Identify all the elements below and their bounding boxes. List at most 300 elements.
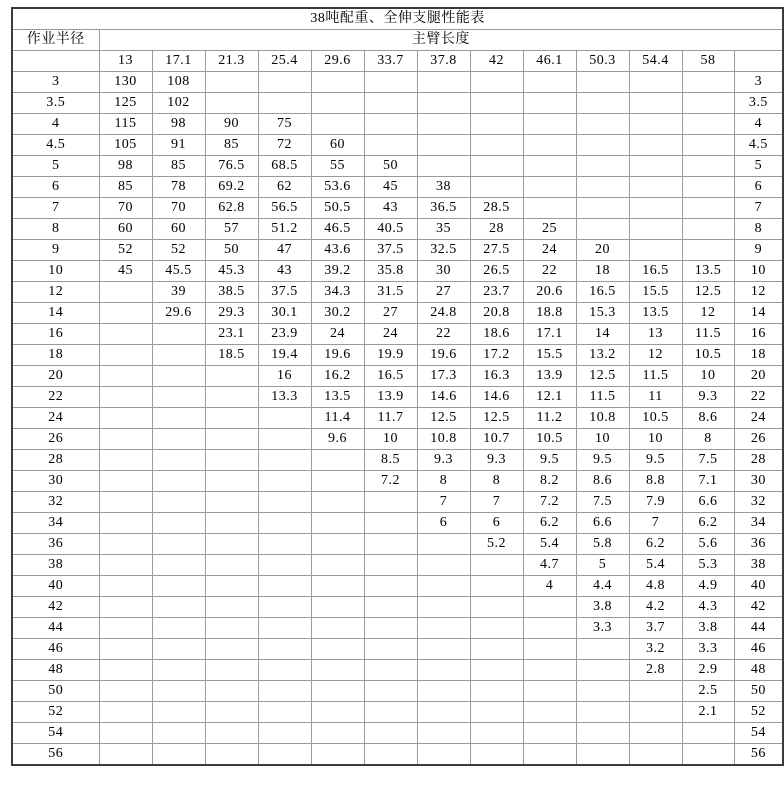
capacity-cell: 28.5 <box>470 198 523 219</box>
capacity-cell <box>258 597 311 618</box>
capacity-cell: 19.9 <box>364 345 417 366</box>
capacity-cell <box>311 660 364 681</box>
capacity-cell: 108 <box>152 72 205 93</box>
capacity-cell <box>311 681 364 702</box>
boom-length-header: 17.1 <box>152 51 205 72</box>
working-radius-label: 56 <box>12 744 99 766</box>
capacity-cell <box>152 492 205 513</box>
capacity-cell: 38.5 <box>205 282 258 303</box>
capacity-cell <box>470 597 523 618</box>
capacity-cell: 12.5 <box>417 408 470 429</box>
working-radius-label: 4 <box>12 114 99 135</box>
capacity-cell: 7.2 <box>364 471 417 492</box>
capacity-cell <box>258 492 311 513</box>
capacity-cell <box>99 324 152 345</box>
capacity-cell: 98 <box>99 156 152 177</box>
capacity-cell <box>205 597 258 618</box>
capacity-cell: 12 <box>629 345 682 366</box>
capacity-cell: 13.9 <box>364 387 417 408</box>
capacity-cell: 8.8 <box>629 471 682 492</box>
capacity-cell <box>629 135 682 156</box>
capacity-cell: 12 <box>682 303 734 324</box>
table-row <box>12 429 783 450</box>
capacity-cell <box>258 660 311 681</box>
capacity-cell <box>152 408 205 429</box>
capacity-cell <box>99 282 152 303</box>
load-chart-table <box>11 7 784 766</box>
capacity-cell: 14 <box>576 324 629 345</box>
table-row <box>12 639 783 660</box>
capacity-cell <box>523 114 576 135</box>
capacity-cell: 7.5 <box>576 492 629 513</box>
capacity-cell <box>364 723 417 744</box>
capacity-cell <box>470 114 523 135</box>
capacity-cell <box>417 114 470 135</box>
capacity-cell: 10.7 <box>470 429 523 450</box>
capacity-cell <box>576 93 629 114</box>
capacity-cell: 72 <box>258 135 311 156</box>
capacity-cell <box>682 723 734 744</box>
capacity-cell <box>364 681 417 702</box>
capacity-cell: 5.6 <box>682 534 734 555</box>
capacity-cell: 16.5 <box>576 282 629 303</box>
capacity-cell: 16.3 <box>470 366 523 387</box>
capacity-cell: 6 <box>417 513 470 534</box>
capacity-cell <box>99 660 152 681</box>
capacity-cell <box>470 156 523 177</box>
capacity-cell: 60 <box>152 219 205 240</box>
working-radius-label-right: 4.5 <box>734 135 783 156</box>
capacity-cell <box>470 618 523 639</box>
capacity-cell: 27 <box>364 303 417 324</box>
capacity-cell: 13.9 <box>523 366 576 387</box>
boom-length-header: 25.4 <box>258 51 311 72</box>
capacity-cell <box>205 93 258 114</box>
working-radius-label: 9 <box>12 240 99 261</box>
capacity-cell: 4.7 <box>523 555 576 576</box>
capacity-cell: 45 <box>99 261 152 282</box>
capacity-cell: 45.3 <box>205 261 258 282</box>
capacity-cell: 9.3 <box>470 450 523 471</box>
working-radius-label: 22 <box>12 387 99 408</box>
capacity-cell <box>311 513 364 534</box>
working-radius-label: 8 <box>12 219 99 240</box>
capacity-cell: 10.5 <box>523 429 576 450</box>
capacity-cell: 20.6 <box>523 282 576 303</box>
capacity-cell: 23.7 <box>470 282 523 303</box>
capacity-cell <box>470 135 523 156</box>
table-row <box>12 198 783 219</box>
capacity-cell: 51.2 <box>258 219 311 240</box>
capacity-cell <box>205 660 258 681</box>
capacity-cell: 29.3 <box>205 303 258 324</box>
capacity-cell <box>576 702 629 723</box>
capacity-cell: 2.1 <box>682 702 734 723</box>
capacity-cell <box>99 681 152 702</box>
table-row <box>12 261 783 282</box>
working-radius-label-right: 16 <box>734 324 783 345</box>
table-row <box>12 576 783 597</box>
capacity-cell: 35.8 <box>364 261 417 282</box>
capacity-cell: 14.6 <box>417 387 470 408</box>
working-radius-label-right: 4 <box>734 114 783 135</box>
table-row <box>12 660 783 681</box>
capacity-cell: 70 <box>152 198 205 219</box>
capacity-cell: 6.2 <box>629 534 682 555</box>
capacity-cell: 7.9 <box>629 492 682 513</box>
working-radius-label: 30 <box>12 471 99 492</box>
capacity-cell <box>258 723 311 744</box>
capacity-cell: 4.9 <box>682 576 734 597</box>
capacity-cell <box>629 744 682 766</box>
header-row <box>12 30 783 51</box>
boom-length-header-row <box>12 51 783 72</box>
capacity-cell <box>205 618 258 639</box>
capacity-cell: 43 <box>258 261 311 282</box>
capacity-cell: 16.5 <box>629 261 682 282</box>
capacity-cell: 17.2 <box>470 345 523 366</box>
capacity-cell: 39 <box>152 282 205 303</box>
capacity-cell: 45 <box>364 177 417 198</box>
working-radius-label-right: 26 <box>734 429 783 450</box>
capacity-cell <box>523 597 576 618</box>
capacity-cell <box>682 93 734 114</box>
capacity-cell: 2.9 <box>682 660 734 681</box>
capacity-cell: 105 <box>99 135 152 156</box>
capacity-cell <box>258 744 311 766</box>
capacity-cell <box>629 156 682 177</box>
performance-sheet <box>11 7 768 766</box>
working-radius-label: 4.5 <box>12 135 99 156</box>
working-radius-label: 26 <box>12 429 99 450</box>
working-radius-label-right: 3 <box>734 72 783 93</box>
capacity-cell: 17.3 <box>417 366 470 387</box>
capacity-cell <box>258 639 311 660</box>
capacity-cell: 9.3 <box>417 450 470 471</box>
capacity-cell <box>152 660 205 681</box>
capacity-cell <box>576 744 629 766</box>
capacity-cell <box>205 681 258 702</box>
capacity-cell <box>152 387 205 408</box>
capacity-cell: 27 <box>417 282 470 303</box>
capacity-cell <box>99 639 152 660</box>
capacity-cell: 10.8 <box>417 429 470 450</box>
capacity-cell: 24 <box>311 324 364 345</box>
capacity-cell <box>523 135 576 156</box>
working-radius-label-right: 46 <box>734 639 783 660</box>
capacity-cell <box>205 513 258 534</box>
capacity-cell: 115 <box>99 114 152 135</box>
capacity-cell <box>364 492 417 513</box>
table-row <box>12 702 783 723</box>
capacity-cell: 5.4 <box>629 555 682 576</box>
capacity-cell <box>364 639 417 660</box>
capacity-cell <box>205 408 258 429</box>
capacity-cell <box>682 72 734 93</box>
working-radius-label: 3 <box>12 72 99 93</box>
working-radius-label-right: 20 <box>734 366 783 387</box>
capacity-cell: 6.2 <box>523 513 576 534</box>
capacity-cell: 78 <box>152 177 205 198</box>
capacity-cell <box>364 72 417 93</box>
capacity-cell: 35 <box>417 219 470 240</box>
capacity-cell <box>205 471 258 492</box>
capacity-cell: 37.5 <box>364 240 417 261</box>
capacity-cell <box>576 177 629 198</box>
table-row <box>12 408 783 429</box>
capacity-cell <box>311 576 364 597</box>
capacity-cell: 12.5 <box>682 282 734 303</box>
capacity-cell: 52 <box>152 240 205 261</box>
capacity-cell: 14.6 <box>470 387 523 408</box>
capacity-cell: 10.5 <box>629 408 682 429</box>
capacity-cell: 9.5 <box>576 450 629 471</box>
working-radius-label-right: 52 <box>734 702 783 723</box>
capacity-cell <box>629 93 682 114</box>
working-radius-label: 5 <box>12 156 99 177</box>
capacity-cell <box>576 135 629 156</box>
capacity-cell <box>152 450 205 471</box>
capacity-cell <box>311 492 364 513</box>
capacity-cell <box>99 555 152 576</box>
capacity-cell <box>470 744 523 766</box>
capacity-cell <box>417 72 470 93</box>
capacity-cell <box>152 324 205 345</box>
capacity-cell: 6.6 <box>682 492 734 513</box>
capacity-cell <box>205 366 258 387</box>
capacity-cell <box>311 534 364 555</box>
capacity-cell: 75 <box>258 114 311 135</box>
capacity-cell <box>99 303 152 324</box>
capacity-cell: 15.5 <box>523 345 576 366</box>
table-row <box>12 555 783 576</box>
capacity-cell: 11.5 <box>629 366 682 387</box>
capacity-cell: 5.2 <box>470 534 523 555</box>
table-row <box>12 744 783 766</box>
capacity-cell <box>152 366 205 387</box>
capacity-cell: 4.3 <box>682 597 734 618</box>
working-radius-label-right: 9 <box>734 240 783 261</box>
capacity-cell <box>205 534 258 555</box>
capacity-cell <box>417 534 470 555</box>
boom-length-header: 42 <box>470 51 523 72</box>
working-radius-label-right: 28 <box>734 450 783 471</box>
capacity-cell: 50.5 <box>311 198 364 219</box>
capacity-cell <box>576 723 629 744</box>
capacity-cell <box>470 639 523 660</box>
capacity-cell: 18.8 <box>523 303 576 324</box>
capacity-cell <box>258 576 311 597</box>
capacity-cell: 3.8 <box>682 618 734 639</box>
capacity-cell: 18 <box>576 261 629 282</box>
capacity-cell: 24 <box>523 240 576 261</box>
capacity-cell: 5.4 <box>523 534 576 555</box>
capacity-cell <box>364 93 417 114</box>
capacity-cell <box>99 408 152 429</box>
capacity-cell <box>205 744 258 766</box>
capacity-cell: 3.8 <box>576 597 629 618</box>
capacity-cell <box>417 639 470 660</box>
capacity-cell: 40.5 <box>364 219 417 240</box>
working-radius-label: 14 <box>12 303 99 324</box>
capacity-cell: 36.5 <box>417 198 470 219</box>
capacity-cell <box>470 72 523 93</box>
capacity-cell: 9.6 <box>311 429 364 450</box>
capacity-cell <box>258 429 311 450</box>
capacity-cell <box>364 702 417 723</box>
capacity-cell <box>152 513 205 534</box>
title-row <box>12 8 783 30</box>
capacity-cell <box>629 198 682 219</box>
capacity-cell: 7.2 <box>523 492 576 513</box>
capacity-cell <box>205 555 258 576</box>
capacity-cell: 3.2 <box>629 639 682 660</box>
working-radius-label-right: 48 <box>734 660 783 681</box>
table-row <box>12 240 783 261</box>
capacity-cell: 22 <box>523 261 576 282</box>
capacity-cell <box>682 219 734 240</box>
capacity-cell: 91 <box>152 135 205 156</box>
capacity-cell <box>152 681 205 702</box>
capacity-cell: 2.5 <box>682 681 734 702</box>
capacity-cell <box>470 93 523 114</box>
capacity-cell <box>470 177 523 198</box>
capacity-cell <box>152 723 205 744</box>
capacity-cell: 23.1 <box>205 324 258 345</box>
capacity-cell: 45.5 <box>152 261 205 282</box>
capacity-cell: 68.5 <box>258 156 311 177</box>
capacity-cell <box>205 639 258 660</box>
working-radius-label-right: 36 <box>734 534 783 555</box>
capacity-cell <box>258 450 311 471</box>
capacity-cell <box>629 219 682 240</box>
working-radius-label-right: 30 <box>734 471 783 492</box>
working-radius-label: 20 <box>12 366 99 387</box>
capacity-cell <box>258 534 311 555</box>
capacity-cell: 10 <box>682 366 734 387</box>
capacity-cell: 10 <box>576 429 629 450</box>
capacity-cell: 130 <box>99 72 152 93</box>
capacity-cell <box>152 345 205 366</box>
capacity-cell <box>417 576 470 597</box>
capacity-cell <box>99 702 152 723</box>
capacity-cell <box>258 471 311 492</box>
capacity-cell <box>417 597 470 618</box>
capacity-cell: 43.6 <box>311 240 364 261</box>
table-row <box>12 450 783 471</box>
capacity-cell <box>311 555 364 576</box>
boom-length-header: 58 <box>682 51 734 72</box>
table-row <box>12 324 783 345</box>
capacity-cell: 8 <box>470 471 523 492</box>
capacity-cell: 85 <box>205 135 258 156</box>
capacity-cell: 52 <box>99 240 152 261</box>
boom-length-header: 37.8 <box>417 51 470 72</box>
capacity-cell: 3.3 <box>576 618 629 639</box>
capacity-cell <box>205 702 258 723</box>
capacity-cell <box>576 681 629 702</box>
capacity-cell <box>629 177 682 198</box>
capacity-cell <box>99 387 152 408</box>
capacity-cell <box>523 681 576 702</box>
working-radius-label: 44 <box>12 618 99 639</box>
capacity-cell: 4.8 <box>629 576 682 597</box>
capacity-cell <box>576 660 629 681</box>
capacity-cell: 46.5 <box>311 219 364 240</box>
working-radius-label: 7 <box>12 198 99 219</box>
capacity-cell: 98 <box>152 114 205 135</box>
working-radius-label: 46 <box>12 639 99 660</box>
capacity-cell <box>523 660 576 681</box>
capacity-cell <box>99 744 152 766</box>
row-axis-label: 作业半径 <box>12 30 99 51</box>
working-radius-label: 3.5 <box>12 93 99 114</box>
capacity-cell <box>99 471 152 492</box>
capacity-cell <box>417 744 470 766</box>
capacity-cell <box>364 597 417 618</box>
capacity-cell: 39.2 <box>311 261 364 282</box>
table-row <box>12 177 783 198</box>
capacity-cell: 10 <box>364 429 417 450</box>
capacity-cell <box>258 72 311 93</box>
capacity-cell <box>99 492 152 513</box>
capacity-cell <box>99 576 152 597</box>
page-title: 38吨配重、全伸支腿性能表 <box>12 8 783 30</box>
capacity-cell: 24.8 <box>417 303 470 324</box>
capacity-cell <box>682 114 734 135</box>
capacity-cell: 56.5 <box>258 198 311 219</box>
capacity-cell: 3.7 <box>629 618 682 639</box>
capacity-cell: 57 <box>205 219 258 240</box>
capacity-cell <box>470 723 523 744</box>
capacity-cell: 43 <box>364 198 417 219</box>
table-row <box>12 156 783 177</box>
capacity-cell: 11.5 <box>576 387 629 408</box>
capacity-cell: 69.2 <box>205 177 258 198</box>
boom-length-header: 13 <box>99 51 152 72</box>
working-radius-label: 28 <box>12 450 99 471</box>
capacity-cell: 60 <box>311 135 364 156</box>
capacity-cell: 90 <box>205 114 258 135</box>
capacity-cell: 9.5 <box>629 450 682 471</box>
capacity-cell <box>629 723 682 744</box>
capacity-cell: 30.1 <box>258 303 311 324</box>
capacity-cell <box>629 240 682 261</box>
capacity-cell <box>417 135 470 156</box>
capacity-cell <box>258 702 311 723</box>
capacity-cell <box>364 513 417 534</box>
table-row <box>12 597 783 618</box>
capacity-cell: 85 <box>152 156 205 177</box>
capacity-cell: 16.2 <box>311 366 364 387</box>
capacity-cell: 10.8 <box>576 408 629 429</box>
boom-length-header: 33.7 <box>364 51 417 72</box>
capacity-cell <box>417 93 470 114</box>
capacity-cell: 7.5 <box>682 450 734 471</box>
capacity-cell: 23.9 <box>258 324 311 345</box>
working-radius-label-right: 50 <box>734 681 783 702</box>
capacity-cell <box>470 702 523 723</box>
capacity-cell: 11.4 <box>311 408 364 429</box>
working-radius-label-right: 10 <box>734 261 783 282</box>
capacity-cell: 38 <box>417 177 470 198</box>
capacity-cell: 31.5 <box>364 282 417 303</box>
capacity-cell <box>364 114 417 135</box>
capacity-cell <box>470 555 523 576</box>
capacity-cell: 7 <box>470 492 523 513</box>
capacity-cell: 17.1 <box>523 324 576 345</box>
capacity-cell <box>311 450 364 471</box>
